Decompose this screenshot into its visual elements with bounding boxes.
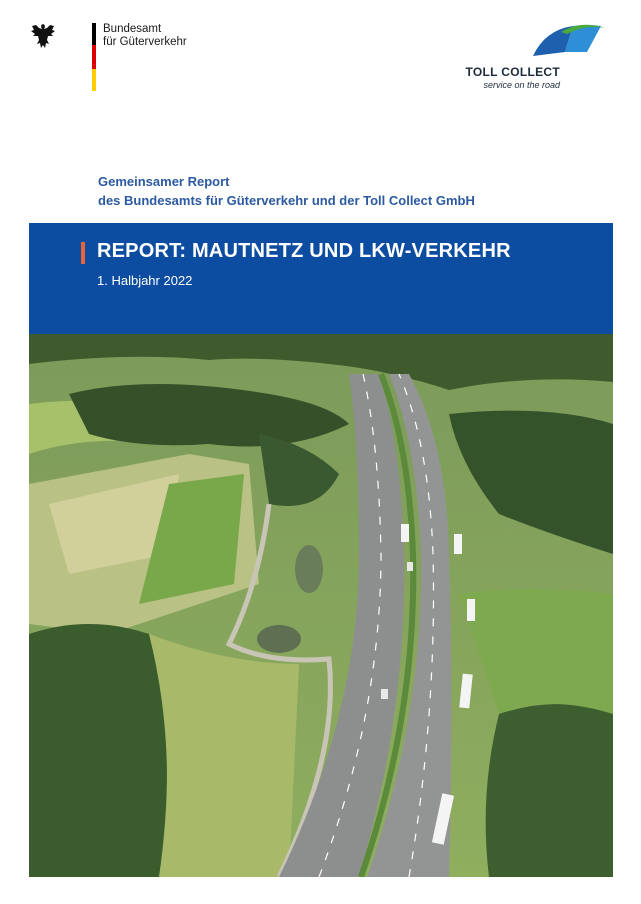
bag-wordmark [103,23,187,49]
motorway-aerial-illustration [29,334,613,877]
toll-collect-name: TOLL COLLECT [465,65,560,79]
subheading-line2: des Bundesamts für Güterverkehr und der Toll Collect GmbH [98,193,475,208]
german-flag-bar [92,23,96,91]
toll-collect-swoosh-icon [515,22,611,62]
toll-collect-logo [451,22,611,92]
report-subheading [98,172,475,210]
subheading-line1: Gemeinsamer Report [98,174,230,189]
title-accent-bar [81,242,85,264]
report-title: REPORT: MAUTNETZ UND LKW-VERKEHR [97,240,511,262]
federal-eagle-icon [30,22,56,50]
report-period: 1. Halbjahr 2022 [97,273,193,288]
bag-name-line2: für Güterverkehr [103,36,187,48]
bag-name-line1: Bundesamt [103,23,162,35]
title-banner [29,223,613,334]
toll-collect-slogan: service on the road [483,80,560,90]
cover-photo-motorway [29,334,613,877]
